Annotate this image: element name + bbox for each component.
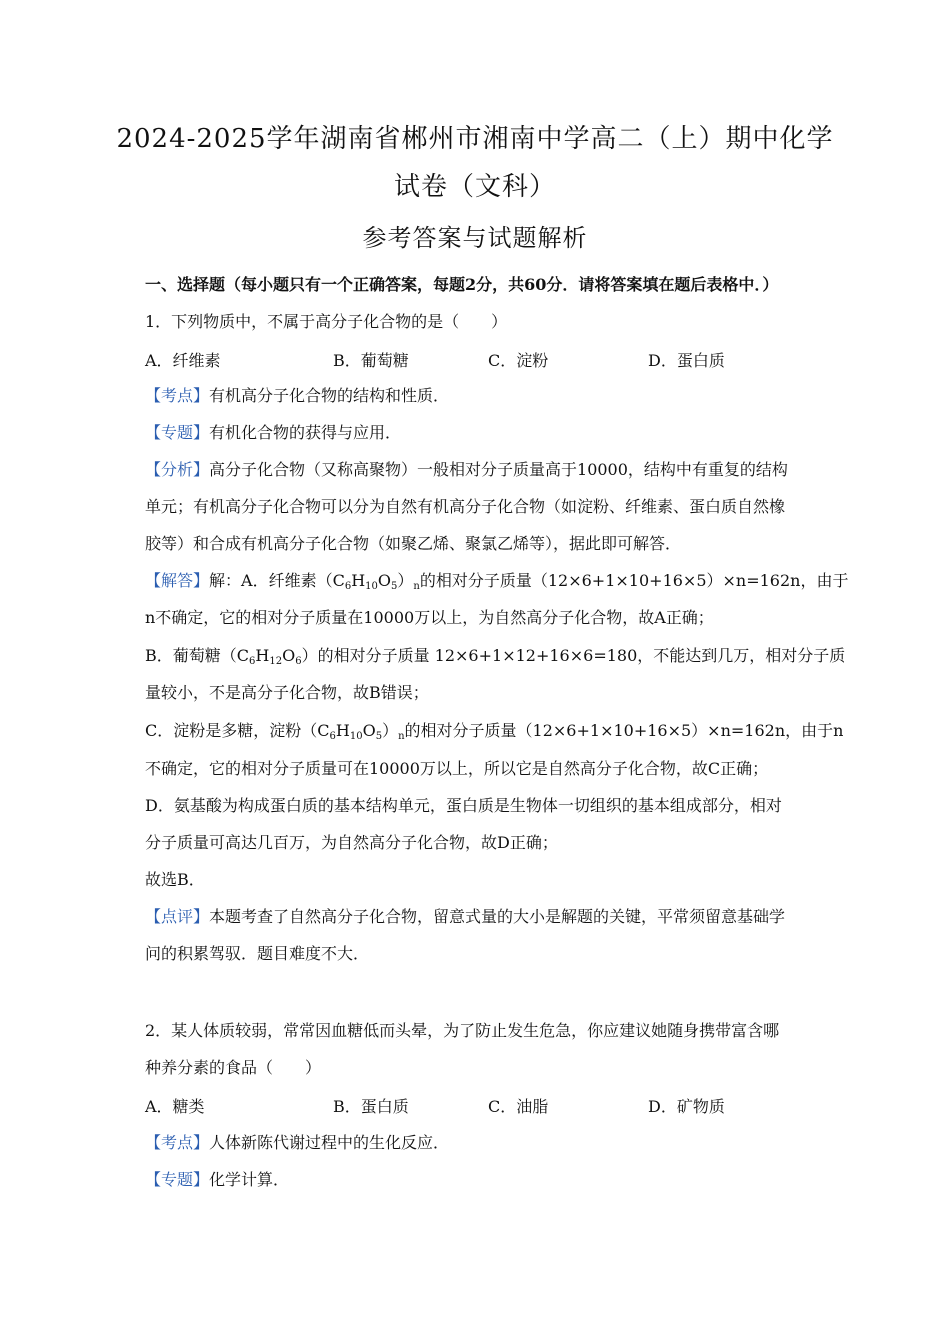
zhuanti-label: 【专题】 (145, 423, 210, 442)
sub-6: 6 (329, 731, 336, 742)
q1-option-c: C．淀粉 (488, 351, 549, 370)
jieda-c-suffix: 的相对分子质量（12×6+1×10+16×5）×n=162n，由于n (404, 721, 844, 740)
zhuanti-label: 【专题】 (145, 1170, 210, 1189)
q2-option-d: D．矿物质 (648, 1097, 725, 1116)
q1-answer: 故选B． (145, 870, 205, 889)
jieda-a-line-2: n不确定，它的相对分子质量在10000万以上，为自然高分子化合物，故A正确； (145, 608, 714, 627)
jieda-d-line-1: D．氨基酸为构成蛋白质的基本结构单元，蛋白质是生物体一切组织的基本组成部分，相对 (145, 796, 782, 815)
dianping-text-2: 问的积累驾驭．题目难度不大． (145, 944, 370, 963)
q1-jieda-b (145, 645, 846, 667)
fenxi-text-2: 单元；有机高分子化合物可以分为自然有机高分子化合物（如淀粉、纤维素、蛋白质自然橡 (145, 497, 786, 516)
jieda-b-suffix: ）的相对分子质量 12×6+1×12+16×6=180，不能达到几万，相对分子质 (301, 646, 846, 665)
q1-option-b: B．葡萄糖 (333, 351, 409, 370)
q1-stem: 1．下列物质中，不属于高分子化合物的是（ ） (145, 312, 508, 331)
sub-5: 5 (375, 731, 383, 742)
kaodian-text: 有机高分子化合物的结构和性质． (209, 386, 450, 405)
subtitle: 参考答案与试题解析 (362, 224, 588, 252)
jieda-b-prefix: B．葡萄糖（C (145, 646, 250, 665)
jieda-d-line-2: 分子质量可高达几百万，为自然高分子化合物，故D正确； (145, 833, 558, 852)
kaodian-label: 【考点】 (145, 1133, 210, 1152)
q2-stem-1: 2．某人体质较弱，常常因血糖低而头晕，为了防止发生危急，你应建议她随身携带富含哪 (145, 1021, 780, 1040)
q1-option-a: A．纤维素 (145, 351, 221, 370)
sub-n: n (398, 731, 405, 742)
sub-10: 10 (365, 581, 378, 592)
title-line-2: 试卷（文科） (393, 172, 556, 202)
sub-10: 10 (349, 731, 363, 742)
sub-6: 6 (344, 581, 352, 592)
sub-6: 6 (249, 656, 256, 667)
kaodian-text: 人体新陈代谢过程中的生化反应． (209, 1133, 450, 1152)
q1-dianping (145, 906, 810, 928)
q2-kaodian (145, 1132, 810, 1154)
zhuanti-text: 有机化合物的获得与应用． (209, 423, 402, 442)
sub-6: 6 (295, 656, 302, 667)
formula-close: ） (382, 721, 399, 740)
q2-option-c: C．油脂 (488, 1097, 549, 1116)
q2-option-b: B．蛋白质 (333, 1097, 409, 1116)
fenxi-label: 【分析】 (145, 460, 210, 479)
q1-option-d: D．蛋白质 (648, 351, 725, 370)
title-line-1: 2024-2025学年湖南省郴州市湘南中学高二（上）期中化学 (116, 124, 834, 154)
formula-o: O (362, 721, 376, 740)
fenxi-text-1: 高分子化合物（又称高聚物）一般相对分子质量高于10000，结构中有重复的结构 (209, 460, 788, 479)
q2-option-a: A．糖类 (145, 1097, 205, 1116)
sub-5: 5 (391, 581, 398, 592)
jieda-c-line-2: 不确定，它的相对分子质量可在10000万以上，所以它是自然高分子化合物，故C正确； (145, 759, 769, 778)
q1-zhuanti (145, 422, 810, 444)
formula-o: O (282, 646, 296, 665)
q2-zhuanti (145, 1169, 810, 1191)
formula-h: H (255, 646, 270, 665)
formula-close: ） (397, 571, 414, 590)
q1-fenxi (145, 459, 810, 481)
formula-h: H (351, 571, 366, 590)
jieda-label: 【解答】 (145, 571, 210, 590)
kaodian-label: 【考点】 (145, 386, 210, 405)
dianping-text-1: 本题考查了自然高分子化合物，留意式量的大小是解题的关键，平常须留意基础学 (209, 907, 786, 926)
q1-kaodian (145, 385, 810, 407)
q1-jieda-a (145, 570, 849, 592)
jieda-a-suffix: 的相对分子质量（12×6+1×10+16×5）×n=162n，由于 (419, 571, 849, 590)
jieda-a-prefix: 解：A．纤维素（C (209, 571, 345, 590)
section-heading: 一、选择题（每小题只有一个正确答案，每题2分，共60分．请将答案填在题后表格中．） (145, 275, 779, 294)
zhuanti-text: 化学计算． (209, 1170, 290, 1189)
sub-12: 12 (269, 656, 283, 667)
q2-stem-2: 种养分素的食品（ ） (145, 1058, 322, 1077)
formula-o: O (377, 571, 392, 590)
dianping-label: 【点评】 (145, 907, 210, 926)
jieda-b-line-2: 量较小，不是高分子化合物，故B错误； (145, 683, 429, 702)
sub-n: n (413, 581, 420, 592)
q1-jieda-c (145, 720, 844, 742)
jieda-c-prefix: C．淀粉是多糖，淀粉（C (145, 721, 330, 740)
fenxi-text-3: 胶等）和合成有机高分子化合物（如聚乙烯、聚氯乙烯等），据此即可解答． (145, 534, 682, 553)
formula-h: H (335, 721, 350, 740)
